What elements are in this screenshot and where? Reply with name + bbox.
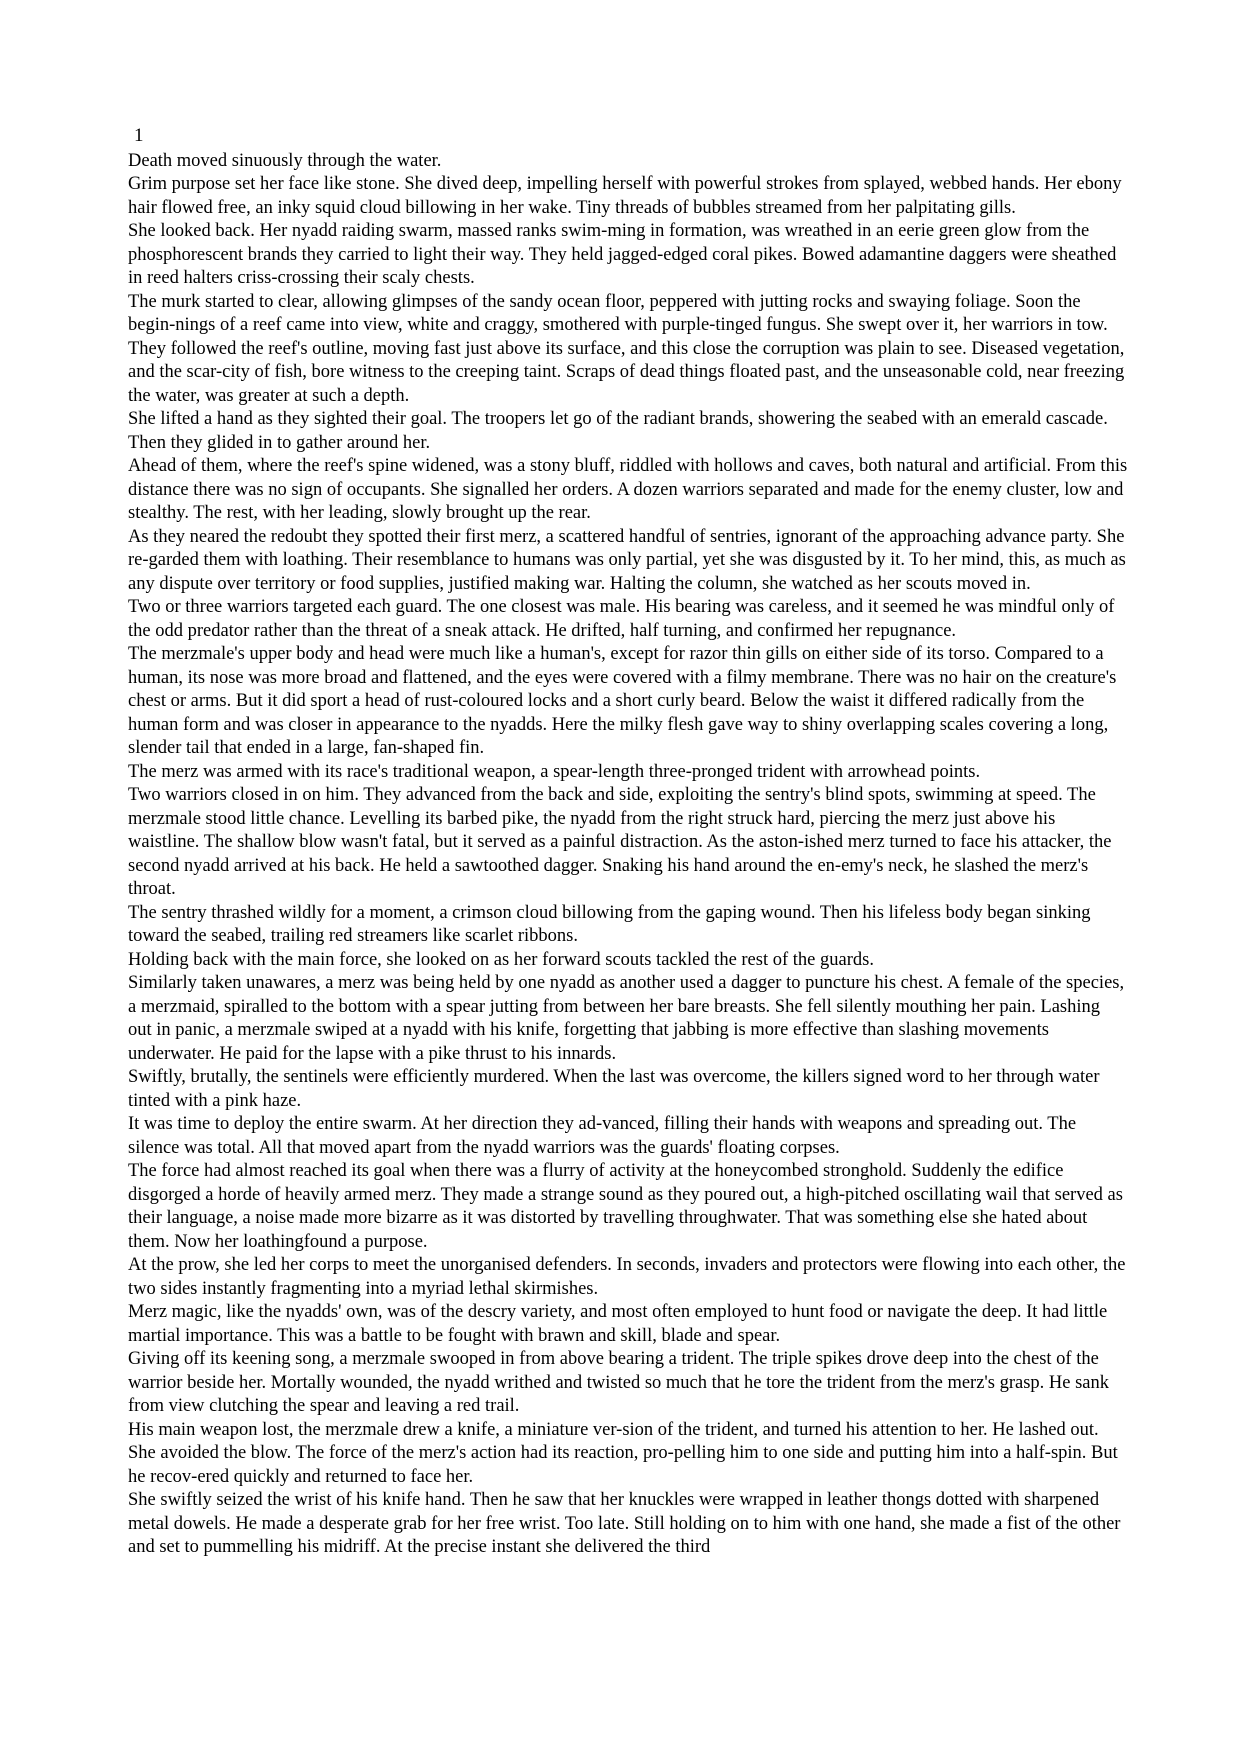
paragraph: Merz magic, like the nyadds' own, was of the descry variety, and most often employed to hunt food or navigate the deep. It had little martial importance. This was a battle to be fought with brawn and skill, blade and spear.: [128, 1302, 1108, 1346]
paragraph: Death moved sinuously through the water.: [128, 150, 442, 171]
page-number: 1: [134, 125, 144, 146]
paragraph: Two or three warriors targeted each guard. The one closest was male. His bearing was careless, and it seemed he was mindful only of the odd predator rather than the threat of a sneak attack. He drifted, half turning, and confirmed her repugnance.: [128, 597, 1115, 641]
paragraph: She swiftly seized the wrist of his knife hand. Then he saw that her knuckles were wrapped in leather thongs dotted with sharpened metal dowels. He made a desperate grab for her free wrist. Too late. Still holding on to him with one hand, she made a fist of the other and set to pummelling his midriff. At the precise instant she delivered the third: [128, 1490, 1121, 1557]
paragraph: Holding back with the main force, she looked on as her forward scouts tackled the rest of the guards.: [128, 949, 874, 970]
paragraph: Grim purpose set her face like stone. She dived deep, impelling herself with powerful strokes from splayed, webbed hands. Her ebony hair flowed free, an inky squid cloud billowing in her wake. Tiny threads of bubbles streamed from her palpitating gills.: [128, 174, 1122, 218]
paragraph: As they neared the redoubt they spotted their first merz, a scattered handful of sentries, ignorant of the approaching advance party. She re-garded them with loathing. Their resemblance to humans was only partial, yet she was disgusted by it. To her mind, this, as much as any dispute over territory or food supplies, justified making war. Halting the column, she watched as her scouts moved in.: [128, 526, 1126, 594]
paragraph: Swiftly, brutally, the sentinels were efficiently murdered. When the last was overcome, the killers signed word to her through water tinted with a pink haze.: [128, 1067, 1100, 1111]
paragraph: She lifted a hand as they sighted their goal. The troopers let go of the radiant brands, showering the seabed with an emerald cascade. Then they glided in to gather around her.: [128, 409, 1108, 453]
body-text: [128, 150, 1128, 1560]
paragraph: The force had almost reached its goal when there was a flurry of activity at the honeycombed stronghold. Suddenly the edifice disgorged a horde of heavily armed merz. They made a strange sound as they poured out, a high-pitched oscillating wail that served as their language, a noise made more bizarre as it was distorted by travelling throughwater. That was something else she hated about them. Now her loathingfound a purpose.: [128, 1161, 1123, 1252]
paragraph: The murk started to clear, allowing glimpses of the sandy ocean floor, peppered with jutting rocks and swaying foliage. Soon the begin-nings of a reef came into view, white and craggy, smothered with purple-tinged fungus. She swept over it, her warriors in tow. They followed the reef's outline, moving fast just above its surface, and this close the corruption was plain to see. Diseased vegetation, and the scar-city of fish, bore witness to the creeping taint. Scraps of dead things floated past, and the unseasonable cold, near freezing the water, was greater at such a depth.: [128, 291, 1125, 406]
paragraph: Giving off its keening song, a merzmale swooped in from above bearing a trident. The triple spikes drove deep into the chest of the warrior beside her. Mortally wounded, the nyadd writhed and twisted so much that he tore the trident from the merz's grasp. He sank from view clutching the spear and leaving a red trail.: [128, 1349, 1109, 1416]
paragraph: The merzmale's upper body and head were much like a human's, except for razor thin gills on either side of its torso. Compared to a human, its nose was more broad and flattened, and the eyes were covered with a filmy membrane. There was no hair on the creature's chest or arms. But it did sport a head of rust-coloured locks and a short curly beard. Below the waist it differed radically from the human form and was closer in appearance to the nyadds. Here the milky flesh gave way to shiny overlapping scales covering a long, slender tail that ended in a large, fan-shaped fin.: [128, 644, 1117, 758]
paragraph: His main weapon lost, the merzmale drew a knife, a miniature ver-sion of the trident, and turned his attention to her. He lashed out. She avoided the blow. The force of the merz's action had its reaction, pro-pelling him to one side and putting him into a half-spin. But he recov-ered quickly and returned to face her.: [128, 1419, 1118, 1487]
paragraph: She looked back. Her nyadd raiding swarm, massed ranks swim-ming in formation, was wreathed in an eerie green glow from the phosphorescent brands they carried to light their way. They held jagged-edged coral pikes. Bowed adamantine daggers were sheathed in reed halters criss-crossing their scaly chests.: [128, 221, 1117, 288]
paragraph: The sentry thrashed wildly for a moment, a crimson cloud billowing from the gaping wound. Then his lifeless body began sinking toward the seabed, trailing red streamers like scarlet ribbons.: [128, 902, 1091, 946]
paragraph: Similarly taken unawares, a merz was being held by one nyadd as another used a dagger to puncture his chest. A female of the species, a merzmaid, spiralled to the bottom with a spear jutting from between her bare breasts. She fell silently mouthing her pain. Lashing out in panic, a merzmale swiped at a nyadd with his knife, forgetting that jabbing is more effective than slashing movements underwater. He paid for the lapse with a pike thrust to his innards.: [128, 973, 1125, 1064]
paragraph: It was time to deploy the entire swarm. At her direction they ad-vanced, filling their hands with weapons and spreading out. The silence was total. All that moved apart from the nyadd warriors was the guards' floating corpses.: [128, 1114, 1077, 1158]
paragraph: The merz was armed with its race's traditional weapon, a spear-length three-pronged trident with arrowhead points.: [128, 761, 981, 782]
document-page: [128, 124, 1128, 1560]
paragraph: At the prow, she led her corps to meet the unorganised defenders. In seconds, invaders and protectors were flowing into each other, the two sides instantly fragmenting into a myriad lethal skirmishes.: [128, 1255, 1126, 1299]
paragraph: Two warriors closed in on him. They advanced from the back and side, exploiting the sentry's blind spots, swimming at speed. The merzmale stood little chance. Levelling its barbed pike, the nyadd from the right struck hard, piercing the merz just above his waistline. The shallow blow wasn't fatal, but it served as a painful distraction. As the aston-ished merz turned to face his attacker, the second nyadd arrived at his back. He held a sawtoothed dagger. Snaking his hand around the en-emy's neck, he slashed the merz's throat.: [128, 785, 1112, 899]
paragraph: Ahead of them, where the reef's spine widened, was a stony bluff, riddled with hollows and caves, both natural and artificial. From this distance there was no sign of occupants. She signalled her orders. A dozen warriors separated and made for the enemy cluster, low and stealthy. The rest, with her leading, slowly brought up the rear.: [128, 456, 1128, 523]
